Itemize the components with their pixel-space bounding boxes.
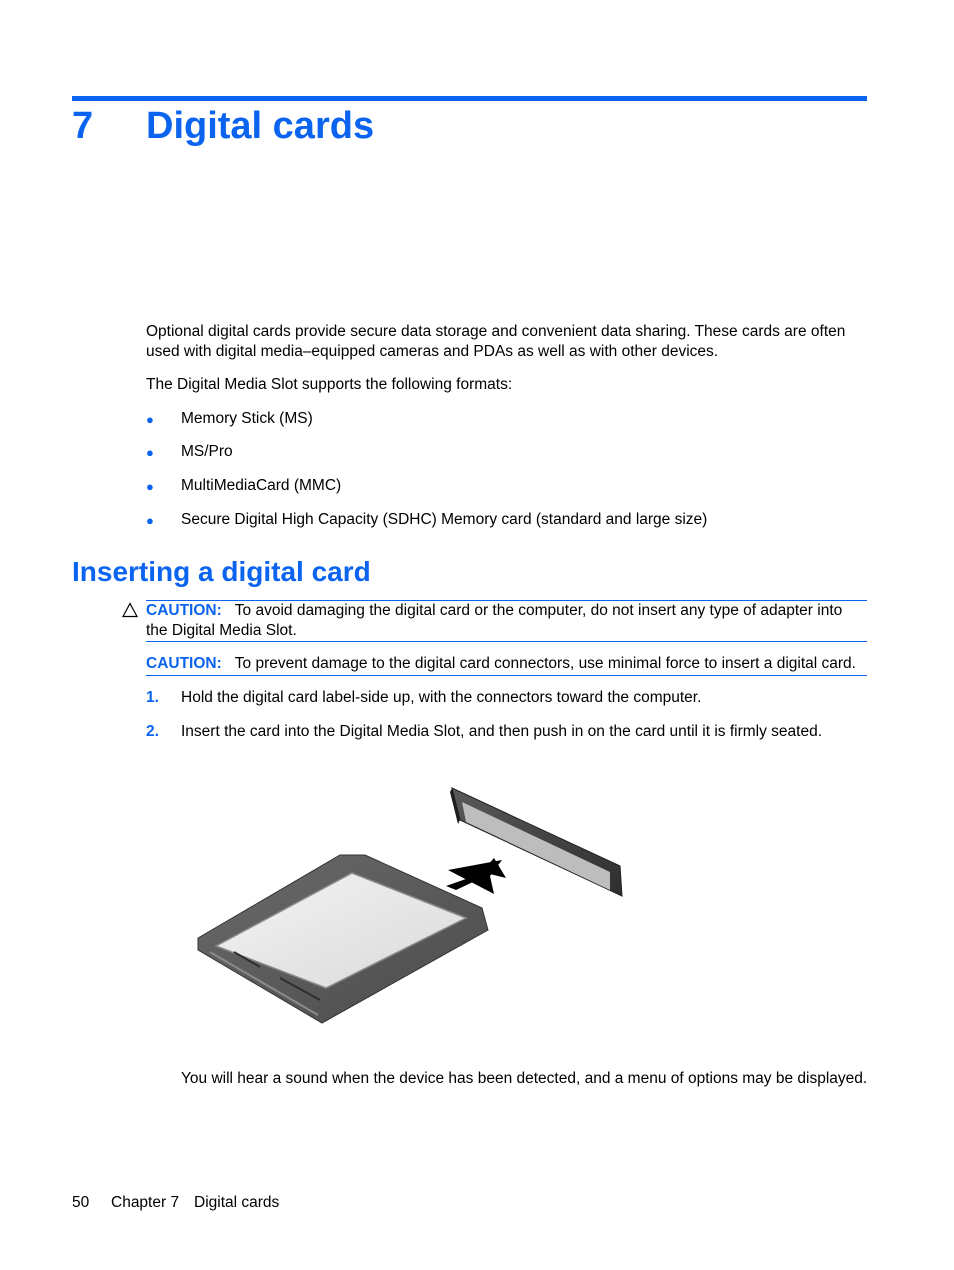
- step-number: 2.: [146, 723, 159, 740]
- list-item: MultiMediaCard (MMC): [181, 477, 342, 494]
- list-item: MS/Pro: [181, 443, 233, 460]
- list-item: Secure Digital High Capacity (SDHC) Memory card (standard and large size): [181, 511, 708, 528]
- digital-card-illustration: [190, 780, 630, 1030]
- chapter-title: Digital cards: [146, 105, 375, 147]
- step-text: Hold the digital card label-side up, with the connectors toward the computer.: [181, 689, 702, 706]
- intro-paragraph: Optional digital cards provide secure data storage and convenient data sharing. These cards are often used with digital media–equipped cameras and PDAs as well as with other devices.: [146, 323, 846, 360]
- bullet-icon: ●: [146, 479, 154, 494]
- caution-label: CAUTION:: [146, 655, 222, 672]
- page-number: 50: [72, 1194, 90, 1211]
- step-text: Insert the card into the Digital Media Slot, and then push in on the card until it is firmly seated.: [181, 723, 823, 740]
- chapter-rule: [72, 96, 867, 101]
- footer-chapter-title: Digital cards: [194, 1194, 280, 1211]
- caution-note: [146, 654, 867, 676]
- step-number: 1.: [146, 689, 159, 706]
- bullet-icon: ●: [146, 513, 154, 528]
- bullet-icon: ●: [146, 412, 154, 427]
- footer-chapter-label: Chapter 7: [111, 1194, 180, 1211]
- sd-card-icon: [198, 855, 488, 1023]
- warning-triangle-icon: [122, 602, 138, 618]
- section-title: Inserting a digital card: [72, 556, 371, 587]
- bullet-icon: ●: [146, 445, 154, 460]
- formats-intro: The Digital Media Slot supports the following formats:: [146, 376, 513, 393]
- after-note: You will hear a sound when the device has been detected, and a menu of options may be displayed.: [181, 1070, 868, 1087]
- caution-label: CAUTION:: [146, 602, 222, 619]
- chapter-number: 7: [72, 105, 94, 147]
- insert-arrow-icon: [446, 858, 506, 894]
- caution-text: To prevent damage to the digital card connectors, use minimal force to insert a digital card.: [234, 655, 856, 672]
- caution-text: To avoid damaging the digital card or the computer, do not insert any type of adapter into the Digital Media Slot.: [146, 602, 843, 639]
- list-item: Memory Stick (MS): [181, 410, 313, 427]
- caution-note: [146, 601, 867, 642]
